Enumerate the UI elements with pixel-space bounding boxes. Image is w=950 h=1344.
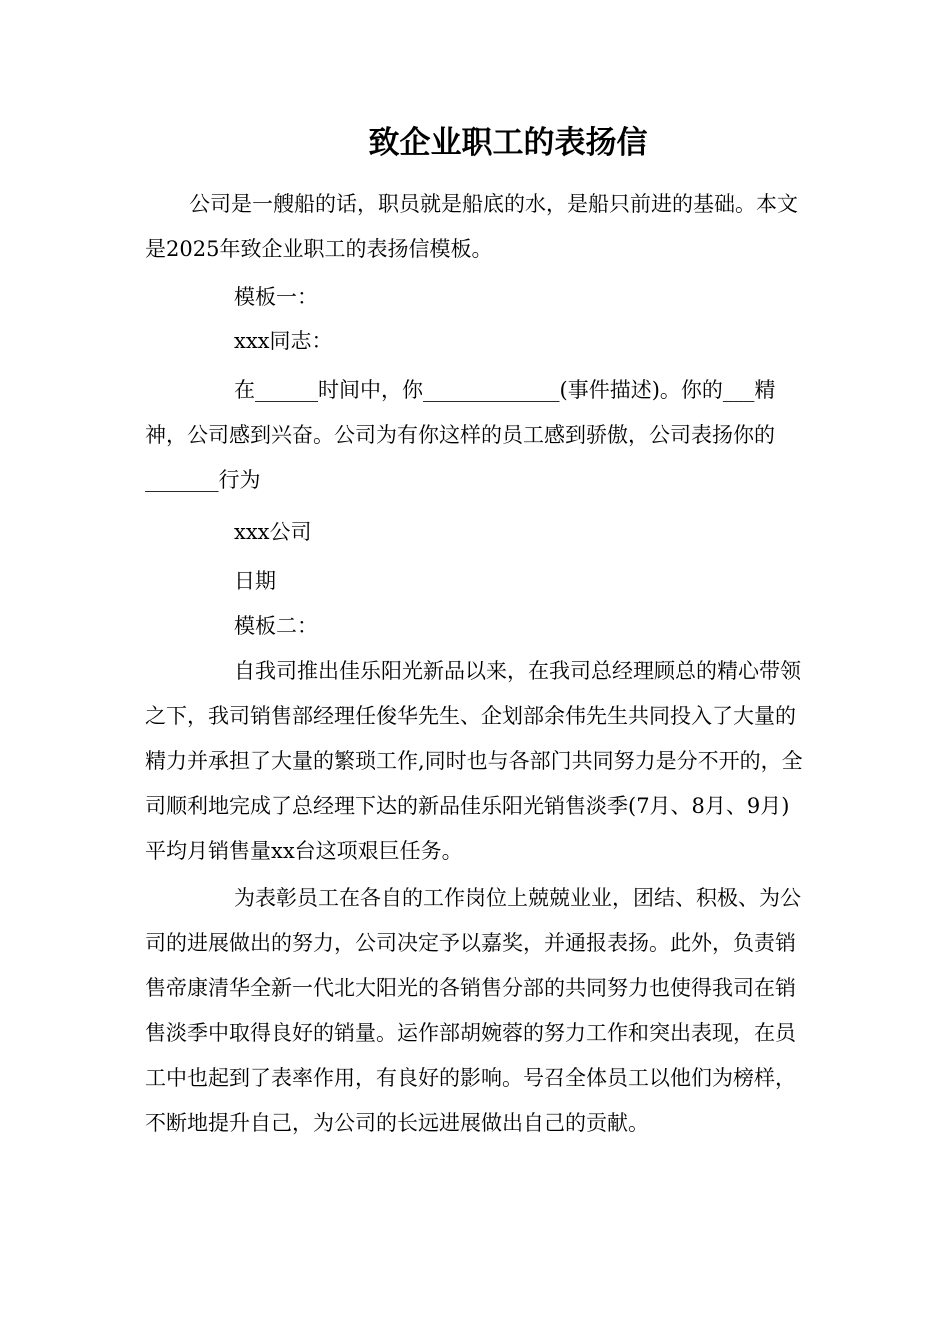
template2-paragraph-2: 为表彰员工在各自的工作岗位上兢兢业业，团结、积极、为公司的进展做出的努力，公司决定予以嘉奖，并通报表扬。此外，负责销售帝康清华全新一代北大阳光的各销售分部的共同努力也使得我司在销售淡季中取得良好的销量。运作部胡婉蓉的努力工作和突出表现，在员工中也起到了表率作用，有良好的影响。号召全体员工以他们为榜样，不断地提升自己，为公司的长远进展做出自己的贡献。: [145, 886, 801, 1135]
document-title: 致企业职工的表扬信: [368, 125, 648, 161]
intro-paragraph: 公司是一艘船的话，职员就是船底的水，是船只前进的基础。本文是2025年致企业职工的表扬信模板。: [145, 192, 798, 261]
template1-salutation: xxx同志：: [234, 329, 333, 353]
template1-body: 在______时间中，你_____________(事件描述)。你的___精神，公司感到兴奋。公司为有你这样的员工感到骄傲，公司表扬你的_______行为: [145, 378, 776, 492]
template1-heading: 模板一：: [234, 285, 318, 309]
template1-signature: xxx公司: [234, 520, 312, 544]
template2-paragraph-1: 自我司推出佳乐阳光新品以来，在我司总经理顾总的精心带领之下，我司销售部经理任俊华先生、企划部余伟先生共同投入了大量的精力并承担了大量的繁琐工作,同时也与各部门共同努力是分不开的，全司顺利地完成了总经理下达的新品佳乐阳光销售淡季(7月、8月、9月)平均月销售量xx台这项艰巨任务。: [145, 659, 803, 863]
template2-heading: 模板二：: [234, 614, 318, 638]
template1-date: 日期: [234, 569, 276, 593]
